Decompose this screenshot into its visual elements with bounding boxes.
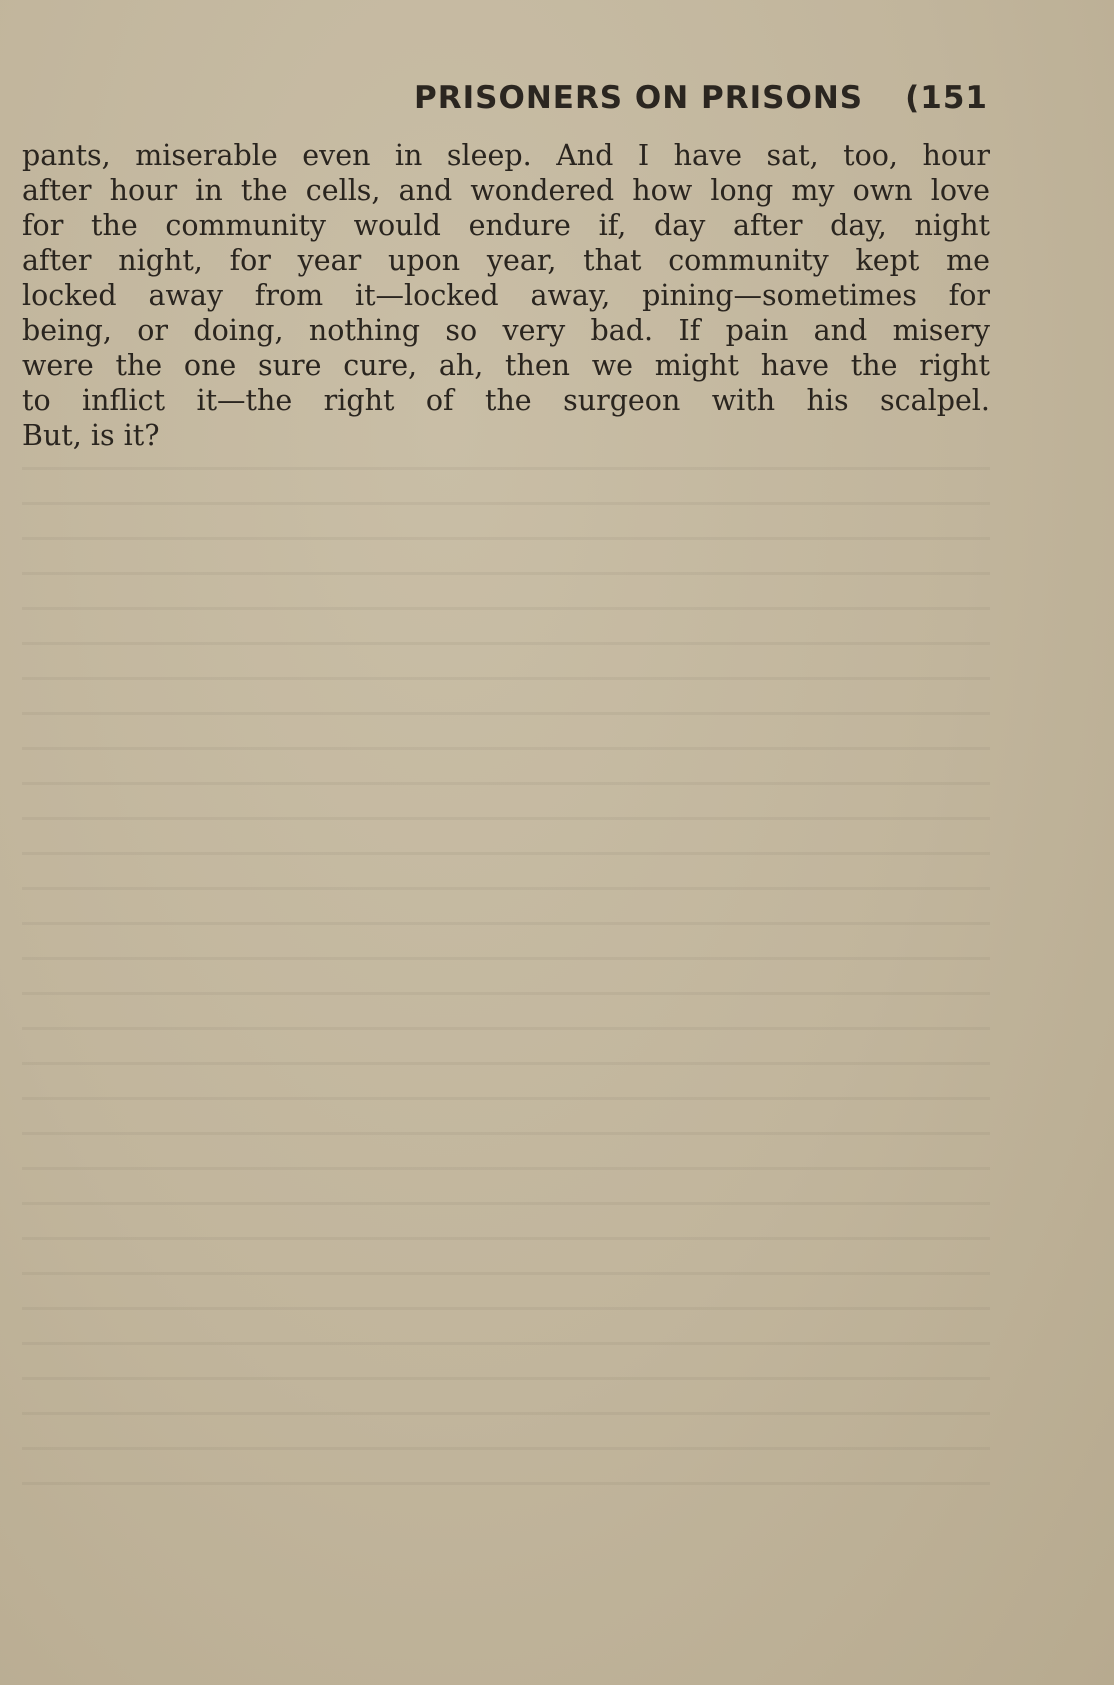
text-line: to inflict it—the right of the surgeon with his scalpel. [22, 384, 990, 417]
text-line: locked away from it—locked away, pining—sometimes for [22, 279, 990, 312]
show-through-from-reverse-page [22, 445, 990, 1505]
text-line: pants, miserable even in sleep. And I have sat, too, hour [22, 139, 990, 172]
text-line: being, or doing, nothing so very bad. If pain and misery [22, 314, 990, 347]
text-line: after hour in the cells, and wondered how long my own love [22, 174, 990, 207]
text-line: after night, for year upon year, that community kept me [22, 244, 990, 277]
running-title: PRISONERS ON PRISONS [414, 80, 864, 116]
text-line: But, is it? [22, 419, 160, 452]
body-paragraph [22, 138, 990, 453]
running-head [414, 80, 988, 116]
text-line: were the one sure cure, ah, then we might have the right [22, 349, 990, 382]
page-number: (151 [905, 80, 988, 116]
text-line: for the community would endure if, day after day, night [22, 209, 990, 242]
